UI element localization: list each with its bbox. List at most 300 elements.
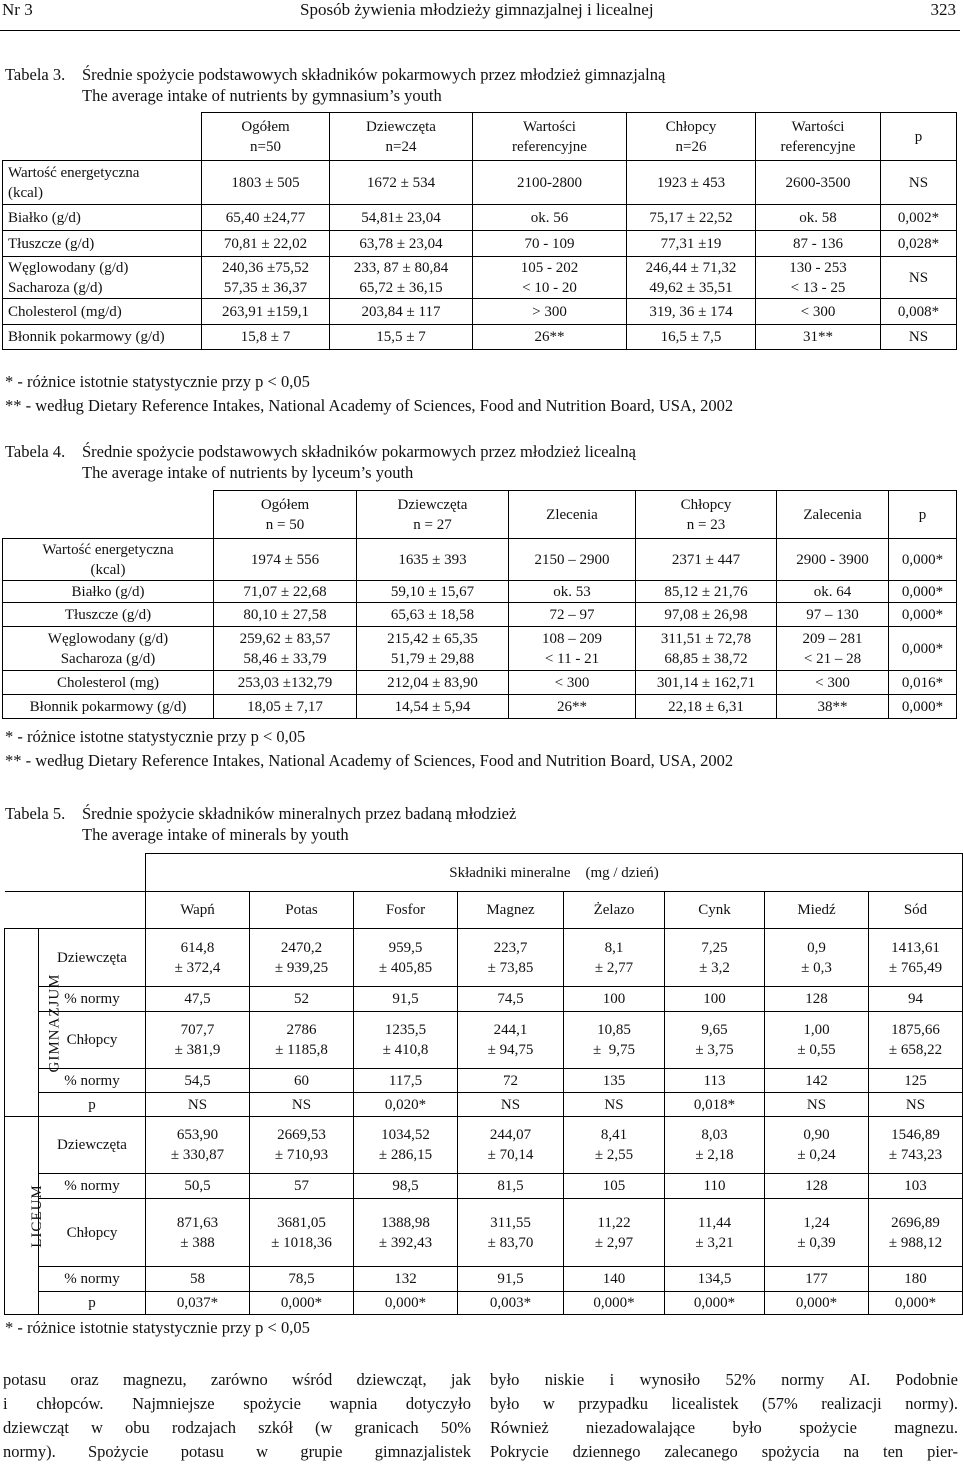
table-cell: [146, 1267, 250, 1292]
table-row: [5, 929, 963, 987]
cell-value: 72 – 97: [549, 606, 595, 623]
table-cell: [214, 671, 357, 695]
mineral-header: [665, 892, 765, 929]
table-cell: [869, 1174, 963, 1199]
cell-value: 11,44: [697, 1214, 732, 1231]
footnote: [5, 749, 733, 773]
header-blank-cell: [3, 113, 202, 161]
table-cell: [458, 1292, 564, 1315]
row-label-text: Wartość energetyczna: [8, 164, 140, 181]
table-row: [3, 627, 957, 671]
cell-value: 1235,5: [384, 1022, 427, 1038]
table3-notes: [5, 370, 733, 418]
cell-value: 14,54 ± 5,94: [394, 698, 471, 715]
table-row: [3, 581, 957, 603]
row-label: [39, 1093, 146, 1117]
table-row: [5, 1267, 963, 1292]
table-row: [3, 299, 957, 325]
table-cell: [250, 1093, 354, 1117]
table-cell: [354, 1069, 458, 1093]
column-header-text: n=24: [385, 138, 417, 155]
table-cell: [330, 205, 473, 231]
header-row: [3, 491, 957, 539]
table-cell: [354, 1199, 458, 1267]
cell-value: ± 658,22: [888, 1042, 943, 1058]
cell-value: 65,40 ±24,77: [225, 209, 306, 226]
table-cell: [354, 929, 458, 987]
cell-value: 614,8: [180, 939, 215, 956]
row-label: [3, 603, 214, 627]
cell-value: 9,65: [701, 1022, 728, 1038]
row-label-text: Białko (g/d): [8, 209, 81, 226]
cell-value: 3681,05: [277, 1214, 326, 1231]
cell-value: 16,5 ± 7,5: [660, 329, 722, 345]
cell-value: NS: [806, 1096, 827, 1113]
table-cell: [765, 1267, 869, 1292]
cell-value: 871,63: [176, 1214, 219, 1231]
table-cell: [881, 299, 957, 325]
cell-value: ± 765,49: [888, 959, 943, 976]
cell-value: 142: [805, 1072, 828, 1089]
table3: [2, 112, 957, 350]
table-row: [5, 987, 963, 1012]
footnote-mark: **: [5, 396, 22, 415]
cell-value: 60: [294, 1072, 309, 1089]
row-label-text: Węglowodany (g/d): [47, 630, 169, 647]
row-label: [3, 161, 202, 205]
cell-value: ± 710,93: [274, 1147, 329, 1163]
table-cell: [869, 1117, 963, 1174]
column-header: [881, 113, 957, 161]
cell-value: < 13 - 25: [790, 279, 846, 296]
cell-value: 0,018*: [693, 1096, 736, 1113]
table-cell: [756, 231, 881, 257]
cell-value: 91,5: [392, 991, 419, 1007]
cell-value: 653,90: [176, 1127, 219, 1143]
cell-value: ± 286,15: [378, 1147, 433, 1163]
table-cell: [357, 695, 509, 719]
column-header-text: n=50: [250, 138, 281, 155]
table-cell: [636, 627, 777, 671]
row-label: [3, 671, 214, 695]
table-cell: [564, 1199, 665, 1267]
cell-value: 80,10 ± 27,58: [243, 606, 327, 623]
table-cell: [765, 987, 869, 1012]
table-cell: [756, 257, 881, 299]
column-header: [473, 113, 627, 161]
cell-value: 2669,53: [277, 1127, 326, 1143]
cell-value: 0,000*: [901, 698, 944, 715]
cell-value: ± 392,43: [378, 1234, 433, 1251]
table-cell: [202, 161, 330, 205]
table-cell: [665, 1199, 765, 1267]
cell-value: 0,90: [803, 1127, 830, 1143]
table-cell: [869, 1199, 963, 1267]
cell-value: ± 3,21: [695, 1234, 734, 1251]
table-cell: [357, 627, 509, 671]
table-cell: [889, 671, 957, 695]
cell-value: 57,35 ± 36,37: [223, 279, 308, 296]
running-header: [0, 0, 960, 31]
table-cell: [146, 1093, 250, 1117]
row-label: [3, 695, 214, 719]
cell-value: ± 1018,36: [271, 1234, 332, 1251]
table-cell: [777, 627, 889, 671]
footnote: [5, 1316, 310, 1340]
row-label: [3, 231, 202, 257]
cell-value: 959,5: [388, 939, 423, 956]
cell-value: 91,5: [497, 1271, 524, 1287]
cell-value: 105 - 202: [520, 259, 579, 276]
cell-value: ± 405,85: [378, 959, 433, 976]
table-row: [3, 231, 957, 257]
table-cell: [869, 1093, 963, 1117]
table-cell: [458, 929, 564, 987]
table-cell: [330, 299, 473, 325]
table-cell: [665, 1174, 765, 1199]
header-row: [3, 113, 957, 161]
cell-value: 0,008*: [897, 303, 940, 320]
footnote-text: - według Dietary Reference Intakes, National Academy of Sciences, Food and Nutrition Board, USA, 2002: [21, 751, 734, 770]
cell-value: 8,1: [604, 939, 624, 956]
table-cell: [250, 1174, 354, 1199]
row-label-text: p: [88, 1295, 96, 1311]
cell-value: ± 939,25: [274, 959, 329, 976]
cell-value: 263,91 ±159,1: [222, 303, 309, 320]
row-label: [3, 539, 214, 581]
group-header: [146, 854, 963, 892]
table5: [4, 853, 963, 1315]
cell-value: 2150 – 2900: [534, 551, 610, 568]
table-row: [5, 1012, 963, 1069]
cell-value: ± 2,18: [695, 1147, 734, 1163]
cell-value: 100: [703, 991, 726, 1007]
table-cell: [354, 1292, 458, 1315]
cell-value: 1875,66: [891, 1022, 940, 1038]
table-cell: [473, 299, 627, 325]
table-cell: [473, 231, 627, 257]
table-cell: [756, 299, 881, 325]
table-cell: [357, 581, 509, 603]
cell-value: NS: [908, 174, 929, 191]
table-cell: [665, 1292, 765, 1315]
cell-value: 301,14 ± 162,71: [656, 674, 756, 691]
table-row: [5, 1199, 963, 1267]
column-header: [509, 491, 636, 539]
table-cell: [214, 695, 357, 719]
table-cell: [458, 1069, 564, 1093]
cell-value: 74,5: [497, 991, 524, 1007]
cell-value: ± 94,75: [487, 1042, 534, 1058]
table-cell: [869, 987, 963, 1012]
table-row: [3, 539, 957, 581]
table-cell: [564, 1174, 665, 1199]
table-cell: [869, 1069, 963, 1093]
table5-notes: [5, 1316, 310, 1340]
table-cell: [765, 1292, 869, 1315]
table-cell: [665, 1267, 765, 1292]
table-row: [5, 1292, 963, 1315]
cell-value: 253,03 ±132,79: [237, 674, 333, 691]
cell-value: 240,36 ±75,52: [222, 259, 309, 276]
row-label-text: Dziewczęta: [57, 949, 127, 966]
table-cell: [889, 581, 957, 603]
cell-value: 68,85 ± 38,72: [664, 650, 748, 667]
cell-value: 105: [602, 1178, 626, 1194]
cell-value: 65,72 ± 36,15: [359, 279, 443, 296]
cell-value: ok. 58: [799, 209, 837, 226]
table-cell: [250, 1267, 354, 1292]
cell-value: 244,1: [493, 1022, 528, 1038]
table-cell: [756, 161, 881, 205]
column-header: [330, 113, 473, 161]
cell-value: 31**: [803, 329, 833, 345]
cell-value: 87 - 136: [793, 235, 843, 252]
column-header-text: Ogółem: [241, 118, 290, 135]
table-cell: [889, 627, 957, 671]
text-line: i chłopców. Najmniejsze spożycie wapnia dotyczyło: [3, 1394, 471, 1413]
cell-value: 1,00: [803, 1022, 830, 1038]
footnote: [5, 725, 733, 749]
cell-value: 85,12 ± 21,76: [664, 583, 748, 600]
cell-value: 215,42 ± 65,35: [387, 630, 478, 647]
table4-title-en: The average intake of nutrients by lyceum’s youth: [82, 463, 414, 482]
cell-value: 1803 ± 505: [231, 174, 300, 191]
cell-value: 108 – 209: [542, 630, 602, 647]
column-header-text: n = 27: [413, 516, 452, 533]
cell-value: 311,51 ± 72,78: [660, 630, 752, 647]
column-header-text: referencyjne: [512, 138, 587, 155]
school-type-cell: [5, 929, 63, 1117]
row-label-text: % normy: [64, 1178, 120, 1194]
cell-value: NS: [500, 1096, 521, 1113]
table-cell: [765, 1093, 869, 1117]
cell-value: 233, 87 ± 80,84: [353, 259, 449, 276]
table-cell: [636, 539, 777, 581]
cell-value: ± 372,4: [174, 959, 221, 976]
table-cell: [473, 325, 627, 350]
column-header-text: Chłopcy: [680, 496, 732, 513]
table-cell: [250, 1117, 354, 1174]
cell-value: 50,5: [184, 1178, 211, 1194]
cell-value: 0,000*: [280, 1295, 323, 1311]
row-label: [39, 1292, 146, 1315]
cell-value: ± 381,9: [174, 1042, 221, 1058]
cell-value: 26**: [534, 329, 565, 345]
cell-value: 97,08 ± 26,98: [664, 606, 748, 623]
table3-title-pl: Średnie spożycie podstawowych składników pokarmowych przez młodzież gimnazjalną: [82, 65, 666, 84]
table-cell: [881, 325, 957, 350]
table-cell: [146, 987, 250, 1012]
table-cell: [330, 231, 473, 257]
table-cell: [564, 929, 665, 987]
table-cell: [354, 987, 458, 1012]
cell-value: 246,44 ± 71,32: [645, 259, 737, 276]
table-cell: [765, 1012, 869, 1069]
cell-value: 98,5: [392, 1178, 419, 1194]
cell-value: 259,62 ± 83,57: [239, 630, 331, 647]
row-label-text: Sacharoza (g/d): [60, 650, 156, 667]
cell-value: 0,003*: [489, 1295, 532, 1311]
cell-value: 2900 - 3900: [796, 551, 869, 568]
table-cell: [881, 257, 957, 299]
table-cell: [354, 1012, 458, 1069]
table-cell: [330, 257, 473, 299]
table-cell: [473, 257, 627, 299]
row-label-text: Dziewczęta: [57, 1137, 127, 1153]
table-cell: [146, 1069, 250, 1093]
cell-value: 1,24: [803, 1214, 830, 1231]
table-cell: [889, 539, 957, 581]
table-cell: [636, 695, 777, 719]
cell-value: 71,07 ± 22,68: [243, 583, 327, 600]
cell-value: 110: [703, 1178, 726, 1194]
mineral-name: Magnez: [486, 902, 535, 918]
cell-value: ok. 56: [530, 209, 569, 226]
cell-value: 0,037*: [176, 1295, 219, 1311]
cell-value: ± 70,14: [487, 1147, 534, 1163]
table-cell: [146, 1012, 250, 1069]
cell-value: 1413,61: [891, 939, 940, 956]
cell-value: 26**: [557, 698, 587, 715]
cell-value: 100: [602, 991, 626, 1007]
mineral-header: [458, 892, 564, 929]
cell-value: ± 0,55: [797, 1042, 836, 1058]
table-cell: [250, 987, 354, 1012]
table-cell: [665, 929, 765, 987]
row-label: [39, 1267, 146, 1292]
table-row: [5, 1069, 963, 1093]
table-cell: [509, 695, 636, 719]
table3-title-en: The average intake of nutrients by gymnasium’s youth: [82, 86, 442, 105]
table-cell: [765, 1117, 869, 1174]
table-cell: [202, 205, 330, 231]
cell-value: ± 0,39: [797, 1234, 836, 1251]
column-header-text: n=26: [675, 138, 707, 155]
row-label: [39, 1174, 146, 1199]
table-cell: [881, 161, 957, 205]
table-cell: [250, 1069, 354, 1093]
cell-value: 57: [294, 1178, 309, 1194]
table-cell: [357, 539, 509, 581]
column-header-text: Dziewczęta: [397, 496, 468, 513]
cell-value: 11,22: [597, 1214, 631, 1231]
column-header-text: referencyjne: [780, 138, 856, 155]
column-header-text: Wartości: [791, 118, 845, 135]
mineral-header-row: [5, 892, 963, 929]
cell-value: 51,79 ± 29,88: [390, 650, 475, 667]
cell-value: 134,5: [697, 1271, 732, 1287]
cell-value: < 10 - 20: [522, 279, 577, 296]
mineral-header: [250, 892, 354, 929]
cell-value: 140: [602, 1271, 626, 1287]
table-cell: [627, 231, 756, 257]
row-label: [3, 581, 214, 603]
cell-value: 1923 ± 453: [656, 174, 726, 191]
table-row: [5, 1117, 963, 1174]
table4-label: Tabela 4.: [5, 442, 66, 461]
table-cell: [146, 1292, 250, 1315]
row-label-text: Tłuszcze (g/d): [8, 235, 95, 252]
cell-value: 81,5: [497, 1178, 524, 1194]
mineral-name: Cynk: [698, 902, 731, 918]
text-line: było niskie i wynosiło 52% normy AI. Podobnie: [490, 1370, 958, 1389]
table-cell: [869, 929, 963, 987]
table-cell: [250, 1199, 354, 1267]
row-label-text: % normy: [64, 1271, 120, 1287]
cell-value: 0,000*: [795, 1295, 838, 1311]
cell-value: 52: [294, 991, 309, 1007]
table-row: [3, 695, 957, 719]
cell-value: ± 988,12: [888, 1234, 943, 1251]
table-row: [3, 325, 957, 350]
row-label-text: Chłopcy: [66, 1224, 118, 1241]
cell-value: < 21 – 28: [803, 650, 862, 667]
table-cell: [250, 1012, 354, 1069]
table-cell: [509, 539, 636, 581]
cell-value: 7,25: [701, 939, 728, 956]
table-cell: [627, 257, 756, 299]
table-cell: [214, 603, 357, 627]
table-cell: [765, 1174, 869, 1199]
table-cell: [330, 325, 473, 350]
cell-value: NS: [187, 1096, 208, 1113]
table-cell: [765, 929, 869, 987]
mineral-header: [146, 892, 250, 929]
cell-value: < 300: [815, 674, 850, 691]
cell-value: ± 3,2: [699, 959, 730, 976]
table4-title-pl: Średnie spożycie podstawowych składników pokarmowych przez młodzież licealną: [82, 442, 636, 461]
body-text-left: [3, 1368, 471, 1464]
cell-value: 2696,89: [891, 1214, 940, 1231]
table-cell: [665, 1117, 765, 1174]
table-cell: [777, 671, 889, 695]
cell-value: 0,016*: [901, 674, 944, 691]
table-cell: [473, 205, 627, 231]
row-label-text: Cholesterol (mg/d): [8, 303, 122, 320]
cell-value: 180: [904, 1271, 927, 1287]
table-cell: [354, 1267, 458, 1292]
row-label-text: Wartość energetyczna: [42, 541, 174, 558]
cell-value: 223,7: [493, 939, 528, 956]
cell-value: < 300: [554, 674, 590, 691]
table-cell: [636, 671, 777, 695]
running-title: Sposób żywienia młodzieży gimnazjalnej i licealnej: [300, 0, 654, 19]
column-header-text: Wartości: [523, 118, 576, 135]
footnote-mark: *: [5, 1318, 14, 1337]
table-cell: [627, 205, 756, 231]
cell-value: 94: [908, 991, 924, 1007]
cell-value: 707,7: [180, 1022, 215, 1038]
cell-value: 18,05 ± 7,17: [247, 698, 323, 715]
table-cell: [564, 1292, 665, 1315]
row-label-text: % normy: [64, 991, 120, 1007]
cell-value: 8,03: [701, 1127, 728, 1143]
issue-number: Nr 3: [2, 0, 33, 19]
school-type-label: LICEUM: [28, 1183, 45, 1248]
cell-value: < 300: [800, 303, 836, 320]
header-blank-cell: [5, 892, 146, 929]
table-cell: [354, 1174, 458, 1199]
table-cell: [473, 161, 627, 205]
cell-value: ± 0,24: [797, 1147, 836, 1163]
table5-label: Tabela 5.: [5, 804, 66, 823]
table-cell: [458, 1012, 564, 1069]
cell-value: 1672 ± 534: [366, 174, 436, 191]
table-cell: [214, 539, 357, 581]
table-cell: [146, 1117, 250, 1174]
footnote: [5, 394, 733, 418]
